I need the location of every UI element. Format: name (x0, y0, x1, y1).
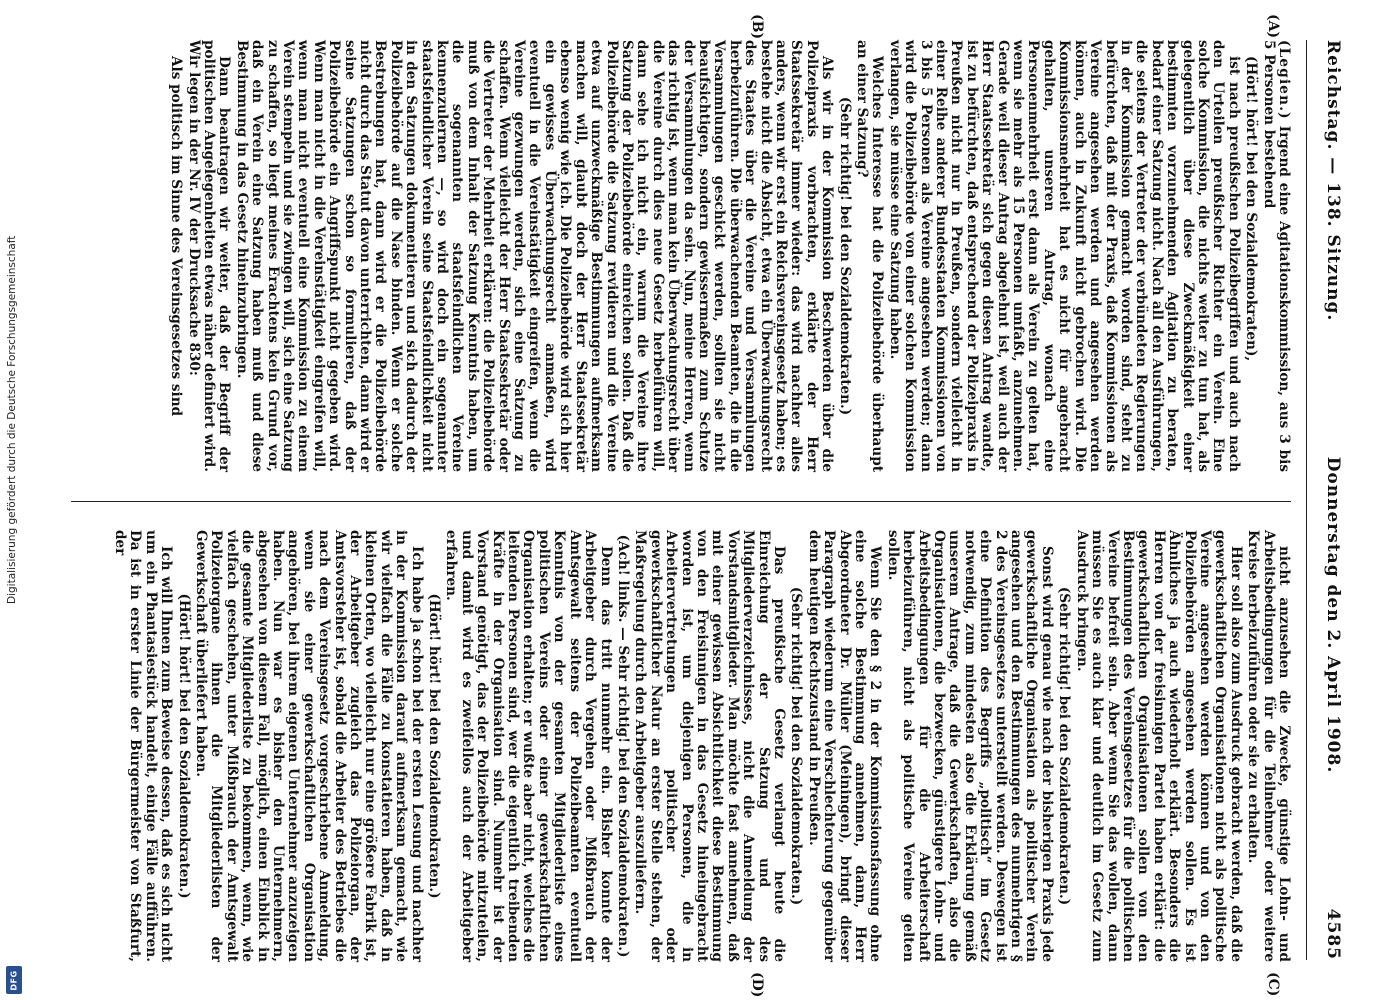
paragraph-text: nicht anzusehen die Zwecke, günstige Lohn- und Arbeitsbedingungen für die Teilnehmer oder weitere Kreise herbeizuführen oder sie zu erhalten. (1245, 530, 1292, 962)
paragraph-text: Denn das tritt nunmehr ein. Bisher konnte der Arbeitgeber durch Vergehen oder Mißbrauch der Amtsgewalt seitens der Polizeibeamten eventuell Kenntnis von der gesamten Mitgliederliste eines politischen Vereins oder einer gewerkschaftlichen Organisation erhalten; er wußte aber nicht, welches die leitenden Personen sind, wer die eigentlich treibenden Kräfte in der Organisation sind. Nunmehr ist der Vorstand genötigt, das der Polizeibehörde mitzuteilen, und damit wird es zweifellos auch der Arbeitgeber erfahren. (443, 530, 614, 962)
paragraph-text: (Hört! hört! bei den Sozialdemokraten), (1243, 56, 1260, 362)
paragraph (426, 530, 441, 962)
paragraph-text: (Ach! links. — Sehr richtig! bei den Sozialdemokraten.) (614, 534, 631, 958)
funding-credit: Digitalisierung gefördert durch die Deutsche Forschungsgemeinschaft (6, 235, 18, 604)
speaker-name: (Legien.) (1276, 40, 1292, 120)
paragraph (443, 530, 612, 962)
header-date: Donnerstag den 2. April 1908. (1323, 456, 1343, 774)
paragraph-text: (Sehr richtig! bei den Sozialdemokraten.) (1056, 586, 1073, 906)
paragraph (836, 40, 851, 472)
paragraph (233, 40, 834, 472)
paragraph (854, 40, 885, 472)
paragraph (886, 40, 1240, 472)
paragraph (1245, 530, 1291, 962)
dfg-logo-text: DFG (9, 969, 19, 991)
right-column (110, 530, 1291, 962)
paragraph (788, 530, 803, 962)
dfg-logo (6, 966, 22, 994)
paragraph (185, 40, 231, 472)
paragraph (112, 530, 174, 962)
paragraph-text: Ich will Ihnen zum Beweise dessen, daß es sich nicht um ein Phantasiestück handelt, einige Fälle aufführen. Da ist in erster Linie der Bürgermeister von Staßfurt, der (111, 530, 175, 962)
header-left: Reichstag. — 138. Sitzung. (1323, 40, 1343, 322)
paragraph-text: (Hört! hört! bei den Sozialdemokraten.) (426, 593, 443, 899)
paragraph-text: ist nach preußischen Polizeibegriffen und auch nach den Urteilen preußischer Richter ein Verein. Eine solche Kommission, die nichts weiter zu tun hat, als gelegentlich über diese Zweckmäßigkeit einer bestimmten vorzunehmenden Agitation zu beraten, bedarf einer Satzung nicht. Nach all den Ausführungen, die seitens der Vertreter der verbündeten Regierungen in der Kommission gemacht worden sind, steht zu befürchten, daß mit der Praxis, daß Kommissionen als Vereine angesehen werden und angesehen werden können, auch in Zukunft nicht gebrochen wird. Die Kommissionsmehrheit hat es nicht für angebracht gehalten, unseren Antrag, wonach eine Personenmehrheit erst dann als Verein zu gelten hat, wenn sie mehr als 15 Personen umfaßt, anzunehmen. Gerade weil dieser Antrag abgelehnt ist, weil auch der Herr Staatssekretär sich gegen diesen Antrag wandte, ist zu befürchten, daß entsprechend der Polizeipraxis in Preußen nicht nur in Preußen, sondern vielleicht in einer Reihe anderer Bundesstaaten Kommissionen von 3 bis 5 Personen als Vereine angesehen werden; dann wird die Polizeibehörde von einer solchen Kommission verlangen, sie müsse eine Satzung haben. (886, 40, 1242, 472)
paragraph-text: (Sehr richtig! bei den Sozialdemokraten.) (836, 96, 853, 416)
left-column (166, 40, 1291, 472)
paragraph (193, 530, 424, 962)
running-header (1306, 40, 1343, 960)
margin-marker-b: (B) (749, 14, 765, 40)
paragraph-text: Das preußische Gesetz verlangt heute die Einreichung der Satzung und des Mitgliederverzeichnisses, nicht die Anmeldung der Vorstandsmitglieder. Man möchte fast annehmen, daß mit einer gewissen Absichtlichkeit diese Bestimmung von den Freisinnigen in das Gesetz hineingebracht worden ist, um diejenigen Personen, die in Arbeitervertretungen politischer oder gewerkschaftlicher Natur an erster Stelle stehen, der Maßregelung durch den Arbeitgeber auszuliefern. (632, 530, 787, 962)
paragraph (805, 530, 882, 962)
column-divider (71, 501, 1291, 502)
digitization-footer (0, 0, 28, 1000)
paragraph (884, 530, 1053, 962)
paragraph (1056, 530, 1071, 962)
paragraph (632, 530, 786, 962)
paragraph (1073, 530, 1242, 962)
paragraph (168, 40, 183, 472)
paragraph (1243, 40, 1258, 472)
page-number: 4585 (1323, 908, 1343, 960)
paragraph-text: Ich habe ja schon bei der ersten Lesung und nachher in der Kommission darauf aufmerksam gemacht, wie wir vielfach die Fälle zu konstatieren haben, daß in kleinen Orten, wo vielleicht nur eine größere Fabrik ist, der Arbeitgeber zugleich das Polizeiorgan, der Amtsvorsteher ist, sobald die Arbeiter des Betriebes die nach dem Vereinsgesetz vorgeschriebene Anmeldung, wenn sie einer gewerkschaftlichen Organisation angehören, bei ihrem eigenen Unternehmer anzuzeigen haben. Nun war es bisher den Unternehmern, abgesehen von diesem Fall, möglich, einen Einblick in die gesamte Mitgliederliste zu bekommen, wenn, wie vielfach geschehen, unter Mißbrauch der Amtsgewalt Polizeiorgane ihnen die Mitgliederlisten der Gewerkschaft überliefert haben. (192, 530, 425, 962)
paragraph-text: Als wir in der Kommission Beschwerden über die Polizeipraxis vorbrachten, erklärte der Herr Staatssekretär immer wieder: das wird nachher alles anders, wenn wir erst ein Reichsvereinsgesetz haben; es bestehe nicht die Absicht, etwa ein Überwachungsrecht des Staates über die Vereine und Versammlungen herbeizuführen. Die überwachenden Beamten, die in die Versammlungen geschickt werden, sollten sie nicht beaufsichtigen, sondern gewissermaßen zum Schutze der Versammlungen da sein. Nun, meine Herren, wenn das richtig ist, wenn man kein Überwachungsrecht über die Vereine durch dies neue Gesetz herbeiführen will, dann sehe ich nicht ein, warum die Vereine ihre Satzung der Polizeibehörde einreichen sollen. Daß die Polizeibehörde die Satzung revidieren und die Vereine etwa auf unzweckmäßige Bestimmungen aufmerksam machen will, glaubt doch der Herr Staatssekretär ebenso wenig wie ich. Die Polizeibehörde wird sich hier ein gewisses Überwachungsrecht anmaßen, wird eventuell in die Vereinstätigkeit eingreifen, wenn die Vereine gezwungen werden, sich eine Satzung zu schaffen. Wenn vielleicht der Herr Staatssekretär oder die Vertreter der Mehrheit erklären: die Polizeibehörde muß von dem Inhalt der Satzung Kenntnis haben, um die sogenannten staatsfeindlichen Vereine kennenzulernen —, so wird doch ein sogenannter staatsfeindlicher Verein seine Staatsfeindlichkeit nicht in den Satzungen dokumentieren und sich dadurch der Polizeibehörde auf die Nase binden. Wenn er solche Bestrebungen hat, dann wird er die Polizeibehörde nicht durch das Statut davon unterrichten, dann wird er seine Satzungen schon so formulieren, daß der Polizeibehörde ein Angriffspunkt nicht gegeben wird. Wenn man nicht in die Vereinstätigkeit eingreifen will, wenn man nicht eventuell eine Kommission zu einem Verein stempeln und sie zwingen will, sich eine Satzung zu schaffen, so liegt meines Erachtens kein Grund vor, daß ein Verein eine Satzung haben muß und diese Bestimmung in das Gesetz hineinzubringen. (233, 40, 836, 472)
paragraph-text: Sonst wird genau wie nach der bisherigen Praxis jede gewerkschaftliche Organisation als politischer Verein angesehen und den Bestimmungen des nunmehrigen § 2 des Vereinsgesetzes unterstellt werden. Deswegen ist eine Definition des Begriffs „politisch“ im Gesetz notwendig, zum mindesten also die Erklärung gemäß unserem Antrage, daß die Gewerkschaften, also die Organisationen, die bezwecken, günstigere Lohn- und Arbeitsbedingungen für die Arbeiterschaft herbeizuführen, nicht als politische Vereine gelten sollen. (884, 530, 1055, 962)
margin-marker-c: (C) (1265, 972, 1281, 997)
paragraph-text: Irgend eine Agitationskommission, aus 3 bis 5 Personen bestehend (1260, 40, 1292, 473)
margin-marker-a: (A) (1265, 14, 1281, 39)
paragraph-text: Wenn Sie den § 2 in der Kommissionsfassung ohne eine solche Bestimmung annehmen, dann, Herr Abgeordneter Dr. Müller (Meiningen), bringt dieser Paragraph wiederum eine Verschlechterung gegenüber dem heutigen Rechtszustand in Preußen. (805, 530, 884, 962)
paragraph-text: (Hört! hört! bei den Sozialdemokraten.) (175, 593, 192, 899)
paragraph (615, 530, 630, 962)
margin-marker-d: (D) (749, 972, 765, 998)
paragraph-text: Als politisch im Sinne des Vereinsgesetzes sind (168, 56, 185, 417)
paragraph-text: (Sehr richtig! bei den Sozialdemokraten.) (788, 586, 805, 906)
paragraph-text: Welches Interesse hat die Polizeibehörde überhaupt an einer Satzung? (854, 40, 886, 472)
paragraph-text: Hier soll also zum Ausdruck gebracht werden, daß die gewerkschaftlichen Organisationen nicht als politische Vereine angesehen werden können und von den Polizeibehörden angesehen werden sollen. Es ist Ähnliches ja auch wiederholt erklärt. Besonders die Herren von der freisinnigen Partei haben erklärt: die gewerkschaftlichen Organisationen sollen von den Bestimmungen des Vereinsgesetzes für die politischen Vereine befreit sein. Aber wenn Sie das wollen, dann müssen Sie es auch klar und deutlich im Gesetz zum Ausdruck bringen. (1073, 530, 1244, 962)
paragraph (1260, 40, 1291, 472)
paragraph (175, 530, 190, 962)
paragraph-text: Dann beantragen wir weiter, daß der Begriff der politischen Angelegenheiten etwas näher definiert wird. Wir legen in der Nr. IV der Drucksache 830: (185, 40, 233, 472)
